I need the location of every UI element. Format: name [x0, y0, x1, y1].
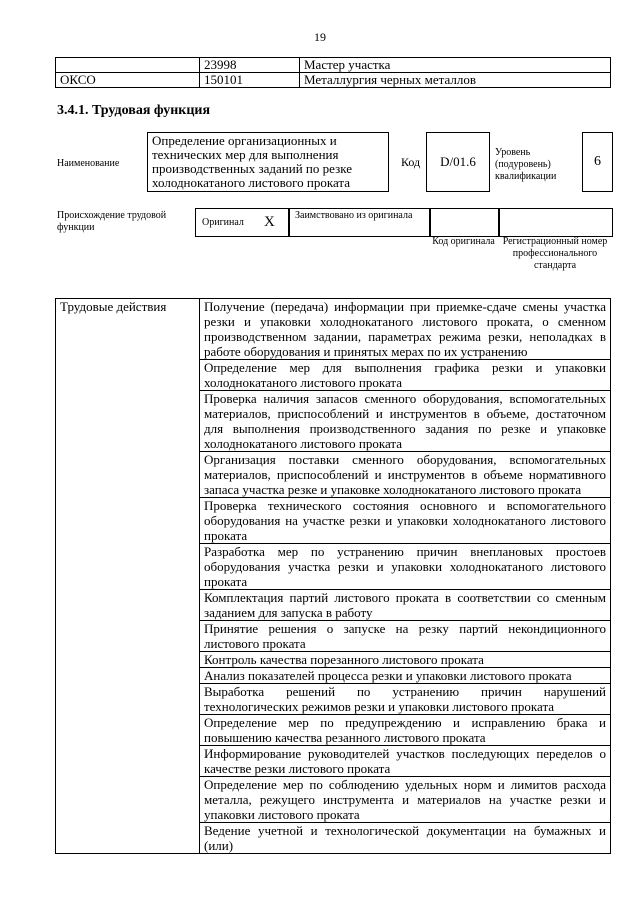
labor-action-item: Определение мер по предупреждению и исправлению брака и повышению качества резанного листового проката [200, 715, 611, 746]
code-cell: 23998 [200, 58, 300, 73]
function-name-box [147, 132, 389, 192]
labor-action-item: Выработка решений по устранению причин нарушений технологических режимов резки и упаковки листового проката [200, 684, 611, 715]
borrowed-box [288, 208, 431, 237]
code-original-label: Код оригинала [432, 236, 495, 247]
labor-action-item: Проверка технического состояния основного и вспомогательного оборудования на участке резки и упаковки холоднокатаного листового проката [200, 498, 611, 544]
code-system-cell: ОКСО [56, 73, 200, 88]
code-cell: 150101 [200, 73, 300, 88]
code-system-cell [56, 58, 200, 73]
level-label: Уровень (подуровень) квалификации [495, 147, 557, 182]
code-box [426, 132, 490, 192]
labor-action-item: Получение (передача) информации при приемке-сдаче смены участка резки и упаковки холоднокатаного листового проката, о сменном производственном задании, параметрах режима резки, неполадках в работе оборудования и принятых мерах по их устранению [200, 299, 611, 360]
labor-actions-header: Трудовые действия [56, 299, 200, 854]
labor-action-item: Анализ показателей процесса резки и упаковки листового проката [200, 668, 611, 684]
labor-action-item: Комплектация партий листового проката в соответствии со сменным заданием для запуска в работу [200, 590, 611, 621]
labor-action-item: Определение мер по соблюдению удельных норм и лимитов расхода металла, режущего инструмента и материалов на участке резки и упаковки листового проката [200, 777, 611, 823]
labor-action-item: Принятие решения о запуске на резку партий некондиционного листового проката [200, 621, 611, 652]
section-title: 3.4.1. Трудовая функция [57, 103, 211, 118]
labor-action-item: Определение мер для выполнения графика резки и упаковки холоднокатаного листового проката [200, 360, 611, 391]
function-name-value: Определение организационных и технических мер для выполнения производственных заданий по резке холоднокатаного листового проката [152, 133, 352, 190]
classification-table [55, 57, 611, 88]
level-box [582, 132, 613, 192]
reg-number-label: Регистрационный номер профессионального стандарта [502, 236, 608, 271]
labor-action-item: Разработка мер по устранению причин внеплановых простоев оборудования участка резки и упаковки холоднокатаного листового проката [200, 544, 611, 590]
reg-number-box [498, 208, 613, 237]
code-label: Код [401, 155, 421, 169]
origin-label: Происхождение трудовой функции [57, 210, 167, 233]
name-label: Наименование [57, 158, 120, 169]
code-original-box [429, 208, 500, 237]
original-box [195, 208, 290, 237]
borrowed-label: Заимствовано из оригинала [295, 210, 413, 221]
labor-action-item: Контроль качества порезанного листового проката [200, 652, 611, 668]
labor-action-item: Организация поставки сменного оборудования, вспомогательных материалов, приспособлений и инструментов в объеме нормативного запаса участка резке и упаковке холоднокатаного листового проката [200, 452, 611, 498]
code-value: D/01.6 [440, 154, 476, 169]
table-row [56, 299, 611, 360]
original-label: Оригинал [202, 217, 244, 228]
page-number: 19 [314, 30, 326, 44]
labor-action-item: Проверка наличия запасов сменного оборудования, вспомогательных материалов, приспособлений и инструментов в объеме, достаточном для выполнения производственного задания по резке и упаковке холоднокатаного листового проката [200, 391, 611, 452]
labor-action-item: Информирование руководителей участков последующих переделов о качестве резки листового проката [200, 746, 611, 777]
title-cell: Мастер участка [300, 58, 611, 73]
title-cell: Металлургия черных металлов [300, 73, 611, 88]
level-value: 6 [594, 154, 601, 169]
labor-actions-table [55, 298, 611, 854]
table-row [56, 58, 611, 73]
labor-action-item: Ведение учетной и технологической документации на бумажных и (или) [200, 823, 611, 854]
table-row [56, 73, 611, 88]
original-mark: X [264, 214, 275, 230]
